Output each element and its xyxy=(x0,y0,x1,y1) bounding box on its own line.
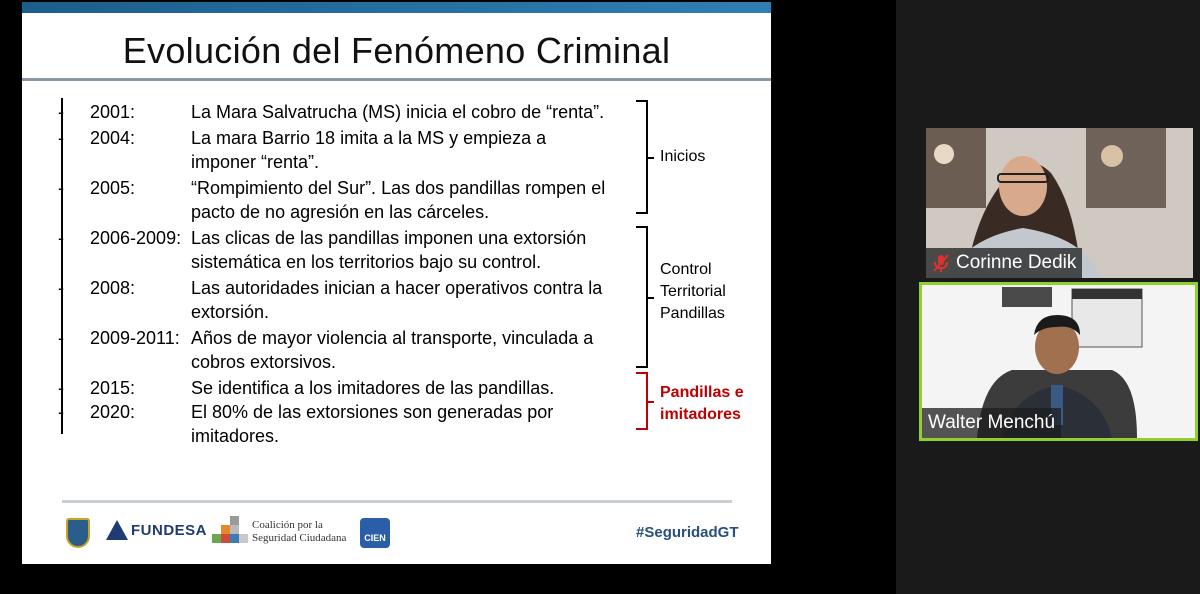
fundesa-triangle-icon xyxy=(106,520,128,540)
timeline-description: Las autoridades inician a hacer operativos contra la extorsión. xyxy=(191,278,603,322)
mic-off-icon[interactable] xyxy=(932,253,950,273)
group-label-imitadores: Pandillas e imitadores xyxy=(660,384,744,423)
timeline-year: 2015: xyxy=(90,378,136,398)
coalition-logo: Coalición por la Seguridad Ciudadana xyxy=(212,516,346,548)
active-speaker-video-tile[interactable] xyxy=(919,282,1198,441)
timeline-description: “Rompimiento del Sur”. Las dos pandillas rompen el pacto de no agresión en las cárceles. xyxy=(191,178,606,222)
timeline-year: 2004: xyxy=(90,128,136,148)
timeline-year: 2006-2009: xyxy=(90,228,182,248)
participant-name: Corinne Dedik xyxy=(956,252,1077,273)
timeline-year: 2008: xyxy=(90,278,136,298)
participant-name-tag xyxy=(922,408,1061,438)
timeline-description: La Mara Salvatrucha (MS) inicia el cobro de “renta”. xyxy=(191,102,605,122)
group-brace-imitadores xyxy=(636,372,648,430)
group-label-control: Control Territorial Pandillas xyxy=(660,261,726,322)
participant-name-tag xyxy=(926,248,1082,278)
slide-title: Evolución del Fenómeno Criminal xyxy=(122,30,671,71)
group-label-inicios: Inicios xyxy=(660,148,706,165)
timeline-description: La mara Barrio 18 imita a la MS y empieza a imponer “renta”. xyxy=(191,128,547,172)
timeline-description: Se identifica a los imitadores de las pandillas. xyxy=(191,378,555,398)
participant-name: Walter Menchú xyxy=(928,412,1056,433)
timeline-description: El 80% de las extorsiones son generadas por imitadores. xyxy=(191,402,554,446)
participant-video-tile[interactable] xyxy=(926,128,1193,278)
title-divider xyxy=(22,78,771,81)
group-brace-control xyxy=(636,226,648,368)
fundesa-logo: FUNDESA xyxy=(106,520,207,540)
timeline-description: Años de mayor violencia al transporte, vinculada a cobros extorsivos. xyxy=(191,328,594,372)
cien-logo: CIEN xyxy=(360,518,390,548)
hashtag: #SeguridadGT xyxy=(636,524,739,541)
shield-logo-icon xyxy=(66,518,90,548)
group-brace-inicios xyxy=(636,100,648,214)
coalition-mosaic-icon xyxy=(212,516,246,548)
footer-divider xyxy=(62,500,732,503)
timeline-description: Las clicas de las pandillas imponen una extorsión sistemática en los territorios bajo su control. xyxy=(191,228,587,272)
timeline-year: 2020: xyxy=(90,402,136,422)
shared-slide: Evolución del Fenómeno Criminal - 2001: La Mara Salvatrucha (MS) inicia el cobro de “renta”. - 2004: La mara Barrio 18 imita a la MS y empieza a imponer “renta”. - 2005: “Rompimiento del Sur”. Las dos pandillas rompen el pacto de no agresión en las cárceles. - 2006-2009: Las clicas de las pandillas imponen una extorsión sistemática en los territorios bajo su control. - 2008: Las autoridades inician a hacer operativos contra la extorsión. - 2009-2011: Años de mayor violencia al transporte, vinculada a cobros extorsivos. - 2015: Se identifica a los imitadores de las pandillas. - 2020: El 80% de las extorsiones son generadas por imitadores. Inicios Control Territorial Pandillas Pandillas e imitadores FUNDESA Coalición por la Seguridad Ciudadana CIEN #SeguridadGT xyxy=(22,2,771,564)
timeline-year: 2005: xyxy=(90,178,136,198)
timeline-year: 2001: xyxy=(90,102,136,122)
slide-top-bar xyxy=(22,2,771,13)
timeline-year: 2009-2011: xyxy=(90,328,180,348)
